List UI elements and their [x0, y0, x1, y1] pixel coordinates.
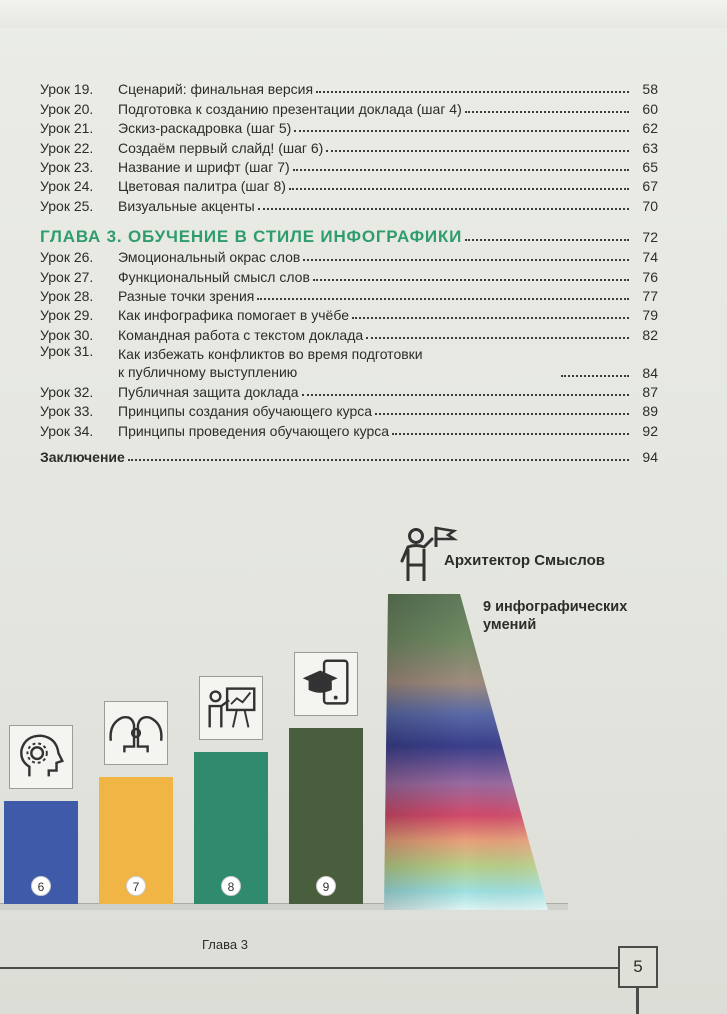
lesson-title: Создаём первый слайд! (шаг 6) [118, 139, 324, 156]
page-ref: 82 [642, 326, 658, 343]
lesson-title: Публичная защита доклада [118, 384, 299, 401]
toc-row[interactable] [40, 323, 658, 342]
rainbow-trapezoid [384, 594, 550, 910]
toc-row[interactable] [40, 117, 658, 136]
lesson-title: Визуальные акценты [118, 197, 255, 214]
bar-value-label: 8 [221, 876, 241, 896]
lesson-title: Принципы создания обучающего курса [118, 403, 373, 420]
toc-group-c [40, 381, 658, 439]
lesson-title: Эмоциональный окрас слов [118, 249, 301, 266]
lesson-number: Урок 20. [40, 100, 94, 117]
leader-dots [294, 130, 629, 132]
page-ref: 60 [642, 100, 658, 117]
leader-dots [375, 413, 629, 415]
lesson-title: Подготовка к созданию презентации доклада (шаг 4) [118, 100, 462, 117]
chart-bar [289, 728, 363, 905]
lesson-title: Командная работа с текстом доклада [118, 326, 364, 343]
leader-dots [302, 394, 629, 396]
leader-dots [352, 317, 629, 319]
lesson-number: Урок 19. [40, 81, 94, 98]
toc-row[interactable] [40, 78, 658, 97]
lesson-title: Принципы проведения обучающего курса [118, 422, 390, 439]
page-ref: 72 [642, 228, 658, 245]
leader-dots [561, 375, 629, 377]
page-ref: 77 [642, 287, 658, 304]
bar-value-label: 7 [126, 876, 146, 896]
page-ref: 62 [642, 120, 658, 137]
page-number: 5 [618, 946, 658, 988]
leader-dots [258, 208, 629, 210]
graduation-tablet-icon [294, 652, 358, 716]
teacher-board-icon [199, 676, 263, 740]
footer-rule [0, 967, 618, 969]
lesson-number: Урок 26. [40, 249, 94, 266]
leader-dots [392, 433, 629, 435]
skills-infographic [0, 505, 727, 945]
rainbow-shade [384, 594, 548, 910]
leader-dots [326, 150, 629, 152]
toc-row[interactable] [40, 97, 658, 116]
lesson-number: Урок 23. [40, 158, 94, 175]
conclusion-title: Заключение [40, 448, 125, 465]
toc-row[interactable] [40, 285, 658, 304]
bar-value-label: 9 [316, 876, 336, 896]
page-ref: 94 [642, 448, 658, 465]
chapter-footer: Глава 3 [202, 937, 248, 952]
page-ref: 58 [642, 81, 658, 98]
lesson-number: Урок 21. [40, 120, 94, 137]
page-ref: 84 [642, 364, 658, 381]
leader-dots [289, 188, 629, 190]
leader-dots [128, 459, 629, 461]
leader-dots [465, 239, 629, 241]
toc-row[interactable] [40, 419, 658, 438]
leader-dots [366, 337, 629, 339]
leader-dots [303, 259, 629, 261]
lesson-title-line2: к публичному выступлению [118, 363, 298, 380]
table-of-contents [40, 78, 658, 465]
page-ref: 63 [642, 139, 658, 156]
lesson-title: Разные точки зрения [118, 287, 255, 304]
toc-row[interactable] [40, 194, 658, 213]
lesson-title: Как инфографика помогает в учёбе [118, 307, 349, 324]
lesson-number: Урок 24. [40, 178, 94, 195]
page-top-strip [0, 0, 727, 28]
page-ref: 76 [642, 268, 658, 285]
lesson-number: Урок 34. [40, 422, 94, 439]
toc-conclusion[interactable] [40, 439, 658, 465]
toc-row[interactable] [40, 304, 658, 323]
lesson-title: Сценарий: финальная версия [118, 81, 314, 98]
chart-bar [99, 777, 173, 905]
leader-dots [313, 279, 629, 281]
lesson-title [118, 345, 558, 381]
puzzle-heads-icon [104, 701, 168, 765]
leader-dots [465, 111, 629, 113]
toc-row[interactable] [40, 156, 658, 175]
leader-dots [257, 298, 629, 300]
page-ref: 79 [642, 307, 658, 324]
lesson-number: Урок 33. [40, 403, 94, 420]
page-ref: 70 [642, 197, 658, 214]
lesson-number: Урок 29. [40, 307, 94, 324]
page-ref: 87 [642, 384, 658, 401]
lesson-number: Урок 28. [40, 287, 94, 304]
leader-dots [293, 169, 629, 171]
toc-row[interactable] [40, 265, 658, 284]
lesson-number: Урок 32. [40, 384, 94, 401]
page-number-tick [636, 988, 639, 1014]
toc-row[interactable] [40, 246, 658, 265]
toc-row-lesson-31[interactable] [40, 343, 658, 381]
chapter-title: ГЛАВА 3. ОБУЧЕНИЕ В СТИЛЕ ИНФОГРАФИКИ [40, 226, 463, 246]
page-ref: 74 [642, 249, 658, 266]
lesson-number: Урок 22. [40, 139, 94, 156]
lesson-title: Название и шрифт (шаг 7) [118, 158, 290, 175]
toc-row[interactable] [40, 381, 658, 400]
page-ref: 92 [642, 422, 658, 439]
final-sublabel: 9 инфографических умений [483, 599, 628, 633]
lesson-title-line1: Как избежать конфликтов во время подготовки [118, 345, 423, 362]
lesson-title: Цветовая палитра (шаг 8) [118, 178, 286, 195]
toc-row[interactable] [40, 175, 658, 194]
lesson-number: Урок 25. [40, 197, 94, 214]
toc-row[interactable] [40, 136, 658, 155]
bar-value-label: 6 [31, 876, 51, 896]
page-ref: 89 [642, 403, 658, 420]
lesson-number: Урок 30. [40, 326, 94, 343]
lesson-title: Эскиз-раскадровка (шаг 5) [118, 120, 292, 137]
toc-chapter-3[interactable] [40, 222, 658, 245]
final-label: Архитектор Смыслов [444, 552, 605, 569]
lesson-number: Урок 31. [40, 342, 94, 359]
toc-group-a [40, 78, 658, 214]
chart-bar [4, 801, 78, 904]
lesson-title: Функциональный смысл слов [118, 268, 310, 285]
page-ref: 67 [642, 178, 658, 195]
toc-group-b [40, 246, 658, 343]
page-ref: 65 [642, 158, 658, 175]
leader-dots [316, 91, 629, 93]
chart-bar [194, 752, 268, 904]
lesson-number: Урок 27. [40, 268, 94, 285]
toc-row[interactable] [40, 400, 658, 419]
head-gear-icon [9, 725, 73, 789]
